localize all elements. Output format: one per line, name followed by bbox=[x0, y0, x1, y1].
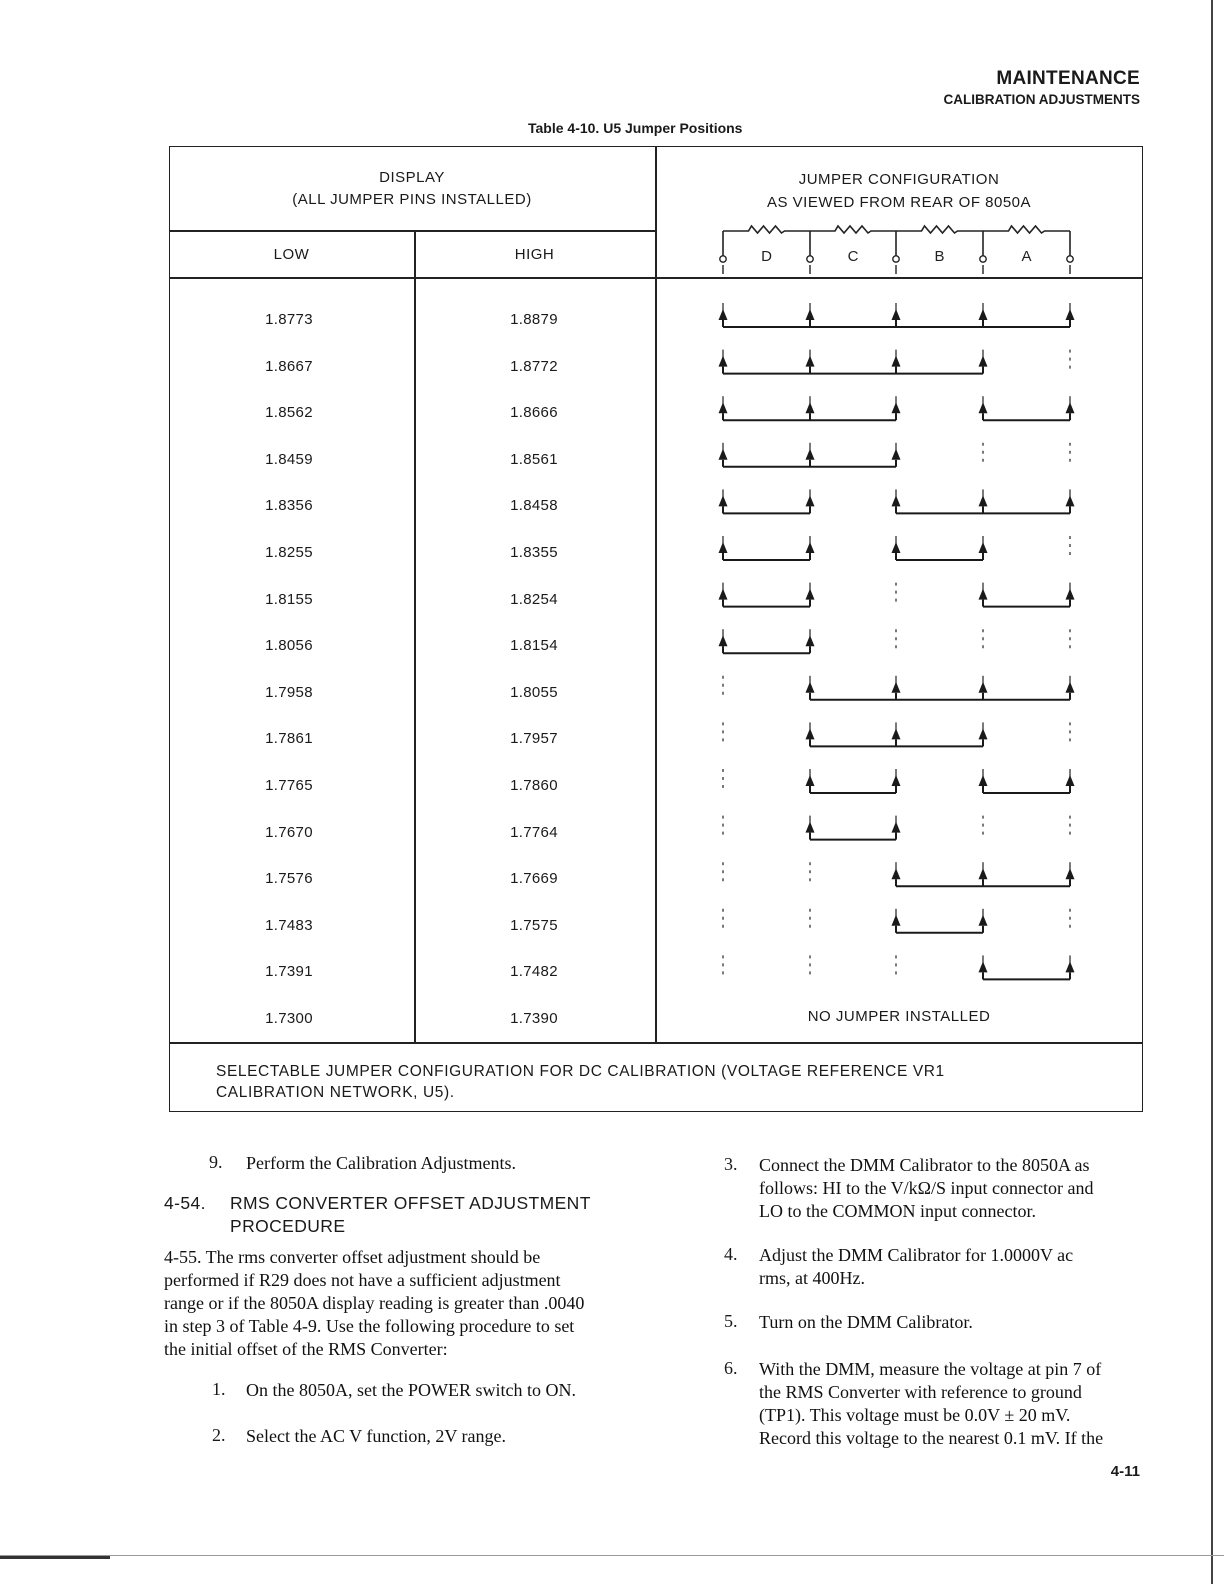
footer-mark bbox=[0, 1556, 110, 1559]
high-value: 1.7390 bbox=[510, 1010, 558, 1027]
pin-arrow bbox=[806, 309, 815, 320]
pin-terminal bbox=[1067, 256, 1073, 262]
high-value: 1.7764 bbox=[510, 823, 558, 841]
step3-line: follows: HI to the V/kΩ/S input connector and bbox=[759, 1178, 1094, 1198]
pin-arrow bbox=[806, 542, 815, 553]
high-value: 1.8772 bbox=[510, 357, 558, 375]
pin-arrow bbox=[979, 961, 988, 972]
pin-arrow bbox=[979, 915, 988, 926]
low-value: 1.7576 bbox=[265, 870, 313, 888]
pin-arrow bbox=[979, 402, 988, 413]
pin-arrow bbox=[806, 495, 815, 506]
pin-arrow bbox=[1066, 961, 1075, 972]
low-value: 1.8459 bbox=[265, 450, 313, 468]
step4-number: 4. bbox=[724, 1244, 738, 1264]
high-value: 1.7482 bbox=[510, 963, 558, 981]
pin-arrow bbox=[719, 495, 728, 506]
pin-arrow bbox=[806, 775, 815, 786]
pin-arrow bbox=[979, 542, 988, 553]
low-value: 1.8773 bbox=[265, 311, 313, 328]
pin-arrow bbox=[979, 728, 988, 739]
pin-arrow bbox=[719, 356, 728, 367]
step1-text: On the 8050A, set the POWER switch to ON. bbox=[246, 1380, 576, 1400]
high-value: 1.8879 bbox=[510, 311, 558, 328]
pin-arrow bbox=[979, 682, 988, 693]
pin-arrow bbox=[1066, 775, 1075, 786]
display-header-line2: (ALL JUMPER PINS INSTALLED) bbox=[292, 191, 532, 208]
high-value: 1.8254 bbox=[510, 590, 558, 608]
pin-arrow bbox=[892, 868, 901, 879]
low-value: 1.7958 bbox=[265, 683, 313, 701]
pin-arrow bbox=[892, 775, 901, 786]
para-line: 4-55. The rms converter offset adjustment should be bbox=[164, 1247, 541, 1267]
section-header: MAINTENANCE bbox=[996, 68, 1140, 89]
para-line: performed if R29 does not have a sufficient adjustment bbox=[164, 1270, 561, 1290]
pin-arrow bbox=[806, 728, 815, 739]
pin-arrow bbox=[979, 775, 988, 786]
step9-text: Perform the Calibration Adjustments. bbox=[246, 1153, 516, 1173]
no-jumper-label: NO JUMPER INSTALLED bbox=[807, 1008, 991, 1025]
high-value: 1.8458 bbox=[510, 497, 558, 515]
pin-arrow bbox=[979, 495, 988, 506]
table-note bbox=[216, 1061, 1096, 1103]
resistor-label: C bbox=[847, 248, 859, 265]
pin-arrow bbox=[719, 589, 728, 600]
pin-arrow bbox=[892, 915, 901, 926]
pin-arrow bbox=[892, 682, 901, 693]
pin-arrow bbox=[1066, 682, 1075, 693]
subsection-header: CALIBRATION ADJUSTMENTS bbox=[943, 92, 1140, 107]
low-value: 1.8562 bbox=[265, 404, 313, 422]
pin-arrow bbox=[892, 402, 901, 413]
page-number: 4-11 bbox=[1110, 1463, 1140, 1480]
step6-line: (TP1). This voltage must be 0.0V ± 20 mV. bbox=[759, 1405, 1071, 1425]
pin-arrow bbox=[806, 402, 815, 413]
para-line: range or if the 8050A display reading is greater than .0040 bbox=[164, 1293, 585, 1313]
para-line: in step 3 of Table 4-9. Use the following procedure to set bbox=[164, 1316, 575, 1336]
resistor-label: A bbox=[1021, 248, 1032, 265]
high-value: 1.7860 bbox=[510, 777, 558, 794]
step1-number: 1. bbox=[212, 1379, 226, 1399]
step9-number: 9. bbox=[209, 1152, 223, 1172]
pin-arrow bbox=[806, 682, 815, 693]
high-value: 1.7957 bbox=[510, 730, 558, 748]
step5-number: 5. bbox=[724, 1311, 738, 1331]
low-value: 1.8155 bbox=[265, 590, 313, 608]
pin-arrow bbox=[719, 309, 728, 320]
pin-arrow bbox=[1066, 589, 1075, 600]
low-value: 1.7670 bbox=[265, 823, 313, 841]
pin-arrow bbox=[892, 309, 901, 320]
pin-arrow bbox=[719, 402, 728, 413]
low-value: 1.8255 bbox=[265, 544, 313, 561]
low-value: 1.7300 bbox=[265, 1010, 313, 1027]
step4-text bbox=[759, 1244, 1073, 1290]
pin-arrow bbox=[979, 309, 988, 320]
pin-terminal bbox=[980, 256, 986, 262]
pin-arrow bbox=[892, 542, 901, 553]
pin-terminal bbox=[893, 256, 899, 262]
pin-arrow bbox=[719, 635, 728, 646]
high-value: 1.7575 bbox=[510, 916, 558, 934]
high-value: 1.8561 bbox=[510, 450, 558, 468]
pin-arrow bbox=[892, 356, 901, 367]
resistor-symbol bbox=[810, 226, 896, 233]
pin-arrow bbox=[979, 589, 988, 600]
high-value: 1.8055 bbox=[510, 683, 558, 701]
pin-arrow bbox=[892, 495, 901, 506]
pin-arrow bbox=[806, 589, 815, 600]
pin-arrow bbox=[806, 635, 815, 646]
step3-text bbox=[759, 1154, 1094, 1223]
footer-rule bbox=[0, 1555, 1224, 1556]
jumper-header-line1: JUMPER CONFIGURATION bbox=[798, 171, 1000, 188]
step4-line: rms, at 400Hz. bbox=[759, 1268, 865, 1288]
section-number: 4-54. bbox=[164, 1193, 206, 1213]
step3-line: Connect the DMM Calibrator to the 8050A as bbox=[759, 1155, 1090, 1175]
pin-arrow bbox=[892, 822, 901, 833]
resistor-symbol bbox=[896, 226, 983, 233]
pin-arrow bbox=[1066, 309, 1075, 320]
step3-number: 3. bbox=[724, 1154, 738, 1174]
step2-number: 2. bbox=[212, 1425, 226, 1445]
section-title-line2: PROCEDURE bbox=[230, 1216, 346, 1236]
low-value: 1.7765 bbox=[265, 777, 313, 794]
resistor-symbol bbox=[723, 226, 810, 233]
step6-line: With the DMM, measure the voltage at pin 7 of bbox=[759, 1359, 1102, 1379]
pin-arrow bbox=[1066, 868, 1075, 879]
resistor-symbol bbox=[983, 226, 1070, 233]
high-value: 1.8154 bbox=[510, 637, 558, 655]
resistor-label: D bbox=[761, 248, 772, 265]
step4-line: Adjust the DMM Calibrator for 1.0000V ac bbox=[759, 1245, 1074, 1265]
step6-line: Record this voltage to the nearest 0.1 mV. If the bbox=[759, 1428, 1104, 1448]
pin-arrow bbox=[892, 449, 901, 460]
step6-text bbox=[759, 1358, 1103, 1450]
col-high-header: HIGH bbox=[514, 246, 555, 263]
table-title: Table 4-10. U5 Jumper Positions bbox=[528, 120, 743, 136]
pin-arrow bbox=[806, 822, 815, 833]
para-line: the initial offset of the RMS Converter: bbox=[164, 1339, 448, 1359]
low-value: 1.7861 bbox=[265, 730, 313, 748]
col-low-header: LOW bbox=[273, 246, 310, 263]
low-value: 1.8667 bbox=[265, 357, 313, 375]
high-value: 1.8355 bbox=[510, 544, 558, 561]
pin-arrow bbox=[719, 542, 728, 553]
low-value: 1.8356 bbox=[265, 497, 313, 515]
resistor-label: B bbox=[934, 248, 945, 265]
low-value: 1.7391 bbox=[265, 963, 313, 981]
low-value: 1.8056 bbox=[265, 637, 313, 655]
display-header-line1: DISPLAY bbox=[379, 169, 445, 186]
high-value: 1.8666 bbox=[510, 404, 558, 422]
pin-arrow bbox=[806, 356, 815, 367]
pin-terminal bbox=[807, 256, 813, 262]
paragraph-4-55 bbox=[164, 1246, 584, 1361]
step6-line: the RMS Converter with reference to ground bbox=[759, 1382, 1082, 1402]
pin-arrow bbox=[806, 449, 815, 460]
step6-number: 6. bbox=[724, 1358, 738, 1378]
jumper-header-line2: AS VIEWED FROM REAR OF 8050A bbox=[766, 194, 1032, 211]
step5-text: Turn on the DMM Calibrator. bbox=[759, 1312, 973, 1332]
table-note-line1: SELECTABLE JUMPER CONFIGURATION FOR DC CALIBRATION (VOLTAGE REFERENCE VR1 bbox=[216, 1063, 945, 1080]
section-title-line1: RMS CONVERTER OFFSET ADJUSTMENT bbox=[230, 1193, 591, 1213]
pin-arrow bbox=[979, 868, 988, 879]
step2-text: Select the AC V function, 2V range. bbox=[246, 1426, 506, 1446]
step3-line: LO to the COMMON input connector. bbox=[759, 1201, 1036, 1221]
pin-terminal bbox=[720, 256, 726, 262]
high-value: 1.7669 bbox=[510, 870, 558, 888]
low-value: 1.7483 bbox=[265, 916, 313, 934]
pin-arrow bbox=[1066, 495, 1075, 506]
pin-arrow bbox=[719, 449, 728, 460]
pin-arrow bbox=[1066, 402, 1075, 413]
table-note-line2: CALIBRATION NETWORK, U5). bbox=[216, 1084, 455, 1101]
pin-arrow bbox=[892, 728, 901, 739]
pin-arrow bbox=[979, 356, 988, 367]
